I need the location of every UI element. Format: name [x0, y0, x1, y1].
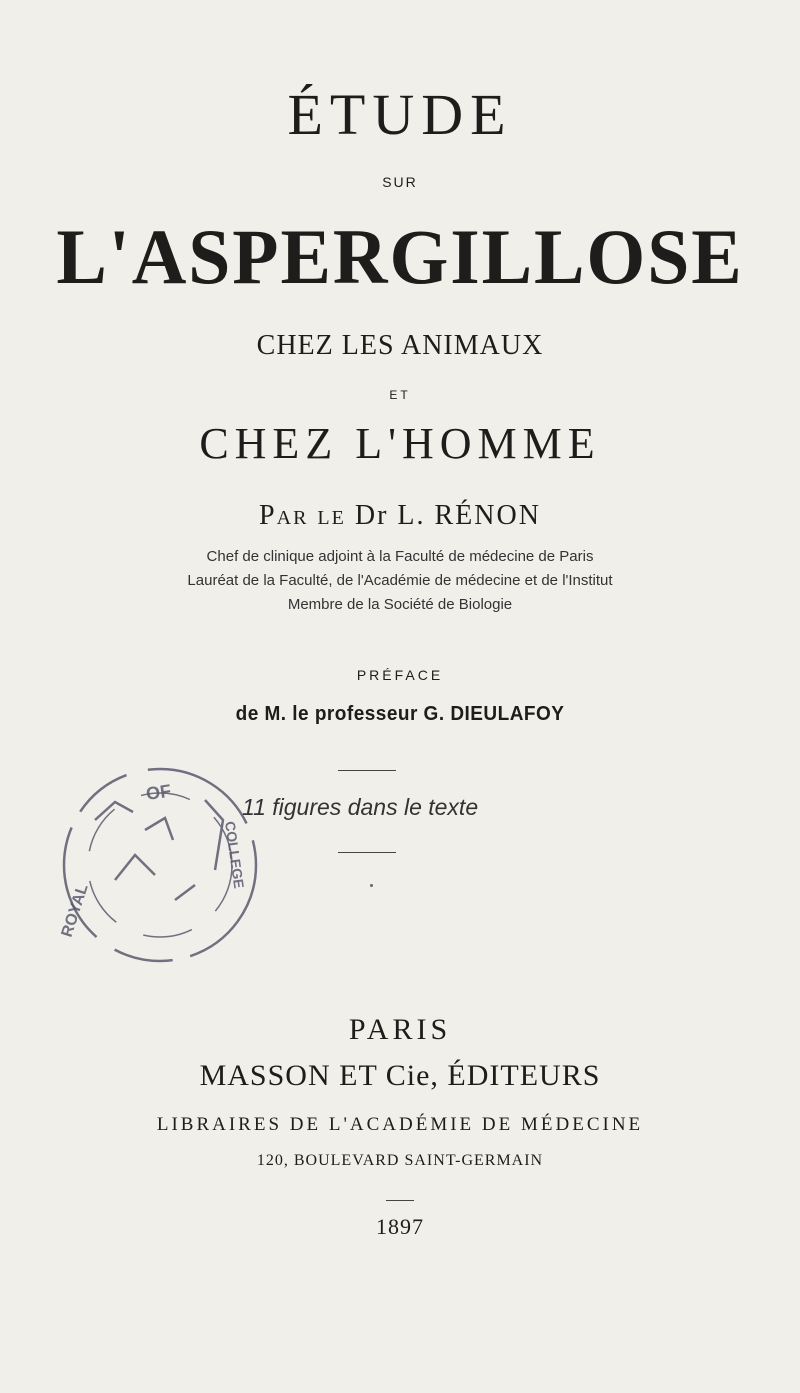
author-credential: Membre de la Société de Biologie — [287, 596, 513, 613]
imprint-year: 1897 — [376, 1214, 424, 1239]
preface-author: de M. le professeur G. DIEULAFOY — [235, 703, 565, 725]
ornament-dot — [370, 884, 373, 887]
title-chez-lhomme: CHEZ L'HOMME — [199, 419, 601, 468]
author-credential: Lauréat de la Faculté, de l'Académie de médecine et de l'Institut — [187, 572, 613, 589]
figures-note: 11 figures dans le texte — [242, 794, 479, 820]
author-name: Dr L. RÉNON — [354, 500, 541, 531]
stamp-top-text: OF — [144, 780, 173, 804]
divider-year — [386, 1200, 414, 1201]
title-et: ET — [389, 388, 411, 402]
title-etude: ÉTUDE — [287, 82, 513, 147]
divider-top — [338, 770, 396, 771]
stamp-side-text: ROYAL — [58, 882, 92, 940]
imprint-libraires: LIBRAIRES DE L'ACADÉMIE DE MÉDECINE — [156, 1114, 644, 1135]
author-credential: Chef de clinique adjoint à la Faculté de médecine de Paris — [206, 548, 594, 565]
author-par: Par le — [259, 500, 346, 531]
title-chez-les-animaux: CHEZ LES ANIMAUX — [256, 330, 544, 361]
stamp-right-text: COLLEGE — [222, 820, 248, 890]
imprint-publisher: MASSON ET Cie, ÉDITEURS — [199, 1059, 601, 1092]
preface-label: PRÉFACE — [356, 667, 444, 683]
title-aspergillose: L'ASPERGILLOSE — [56, 213, 744, 300]
library-stamp-icon — [55, 760, 265, 970]
author-line — [0, 500, 800, 532]
imprint-city: PARIS — [348, 1013, 452, 1046]
title-sur: SUR — [382, 174, 418, 190]
imprint-address: 120, BOULEVARD SAINT-GERMAIN — [256, 1152, 544, 1169]
divider-bottom — [338, 852, 396, 853]
